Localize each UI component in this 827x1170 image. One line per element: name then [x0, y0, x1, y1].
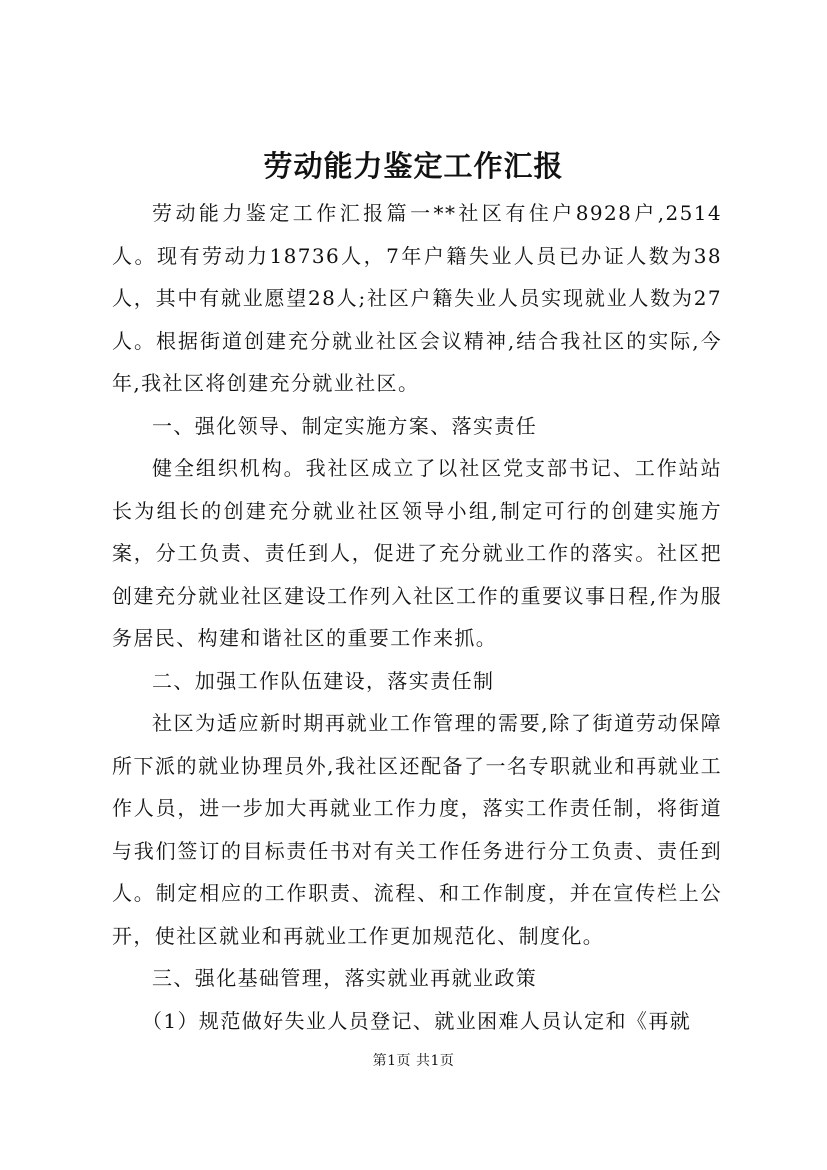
section-heading-2: 二、加强工作队伍建设，落实责任制 [152, 668, 495, 693]
section-heading-1: 一、强化领导、制定实施方案、落实责任 [152, 413, 538, 438]
intro-paragraph: 劳动能力鉴定工作汇报篇一**社区有住户8928户,2514人。现有劳动力18736人，7年户籍失业人员已办证人数为38人，其中有就业愿望28人;社区户籍失业人员实现就业人数为27人。根据街道创建充分就业社区会议精神,结合我社区的实际,今年,我社区将创建充分就业社区。 [112, 201, 722, 395]
page-number-footer: 第1页 共1页 [372, 1053, 455, 1069]
section-heading-3: 三、强化基础管理，落实就业再就业政策 [152, 966, 538, 990]
section-1-paragraph: 健全组织机构。我社区成立了以社区党支部书记、工作站站长为组长的创建充分就业社区领导小组,制定可行的创建实施方案，分工负责、责任到人，促进了充分就业工作的落实。社区把创建充分就业社区建设工作列入社区工作的重要议事日程,作为服务居民、构建和谐社区的重要工作来抓。 [112, 456, 722, 650]
section-3-item-1: （1）规范做好失业人员登记、就业困难人员认定和《再就 [142, 1008, 692, 1033]
document-title: 劳动能力鉴定工作汇报 [263, 149, 564, 183]
document-body [112, 192, 722, 1042]
section-2-paragraph: 社区为适应新时期再就业工作管理的需要,除了街道劳动保障所下派的就业协理员外,我社区还配备了一名专职就业和再就业工作人员，进一步加大再就业工作力度，落实工作责任制，将街道与我们签订的目标责任书对有关工作任务进行分工负责、责任到人。制定相应的工作职责、流程、和工作制度，并在宣传栏上公开，使社区就业和再就业工作更加规范化、制度化。 [112, 711, 722, 948]
